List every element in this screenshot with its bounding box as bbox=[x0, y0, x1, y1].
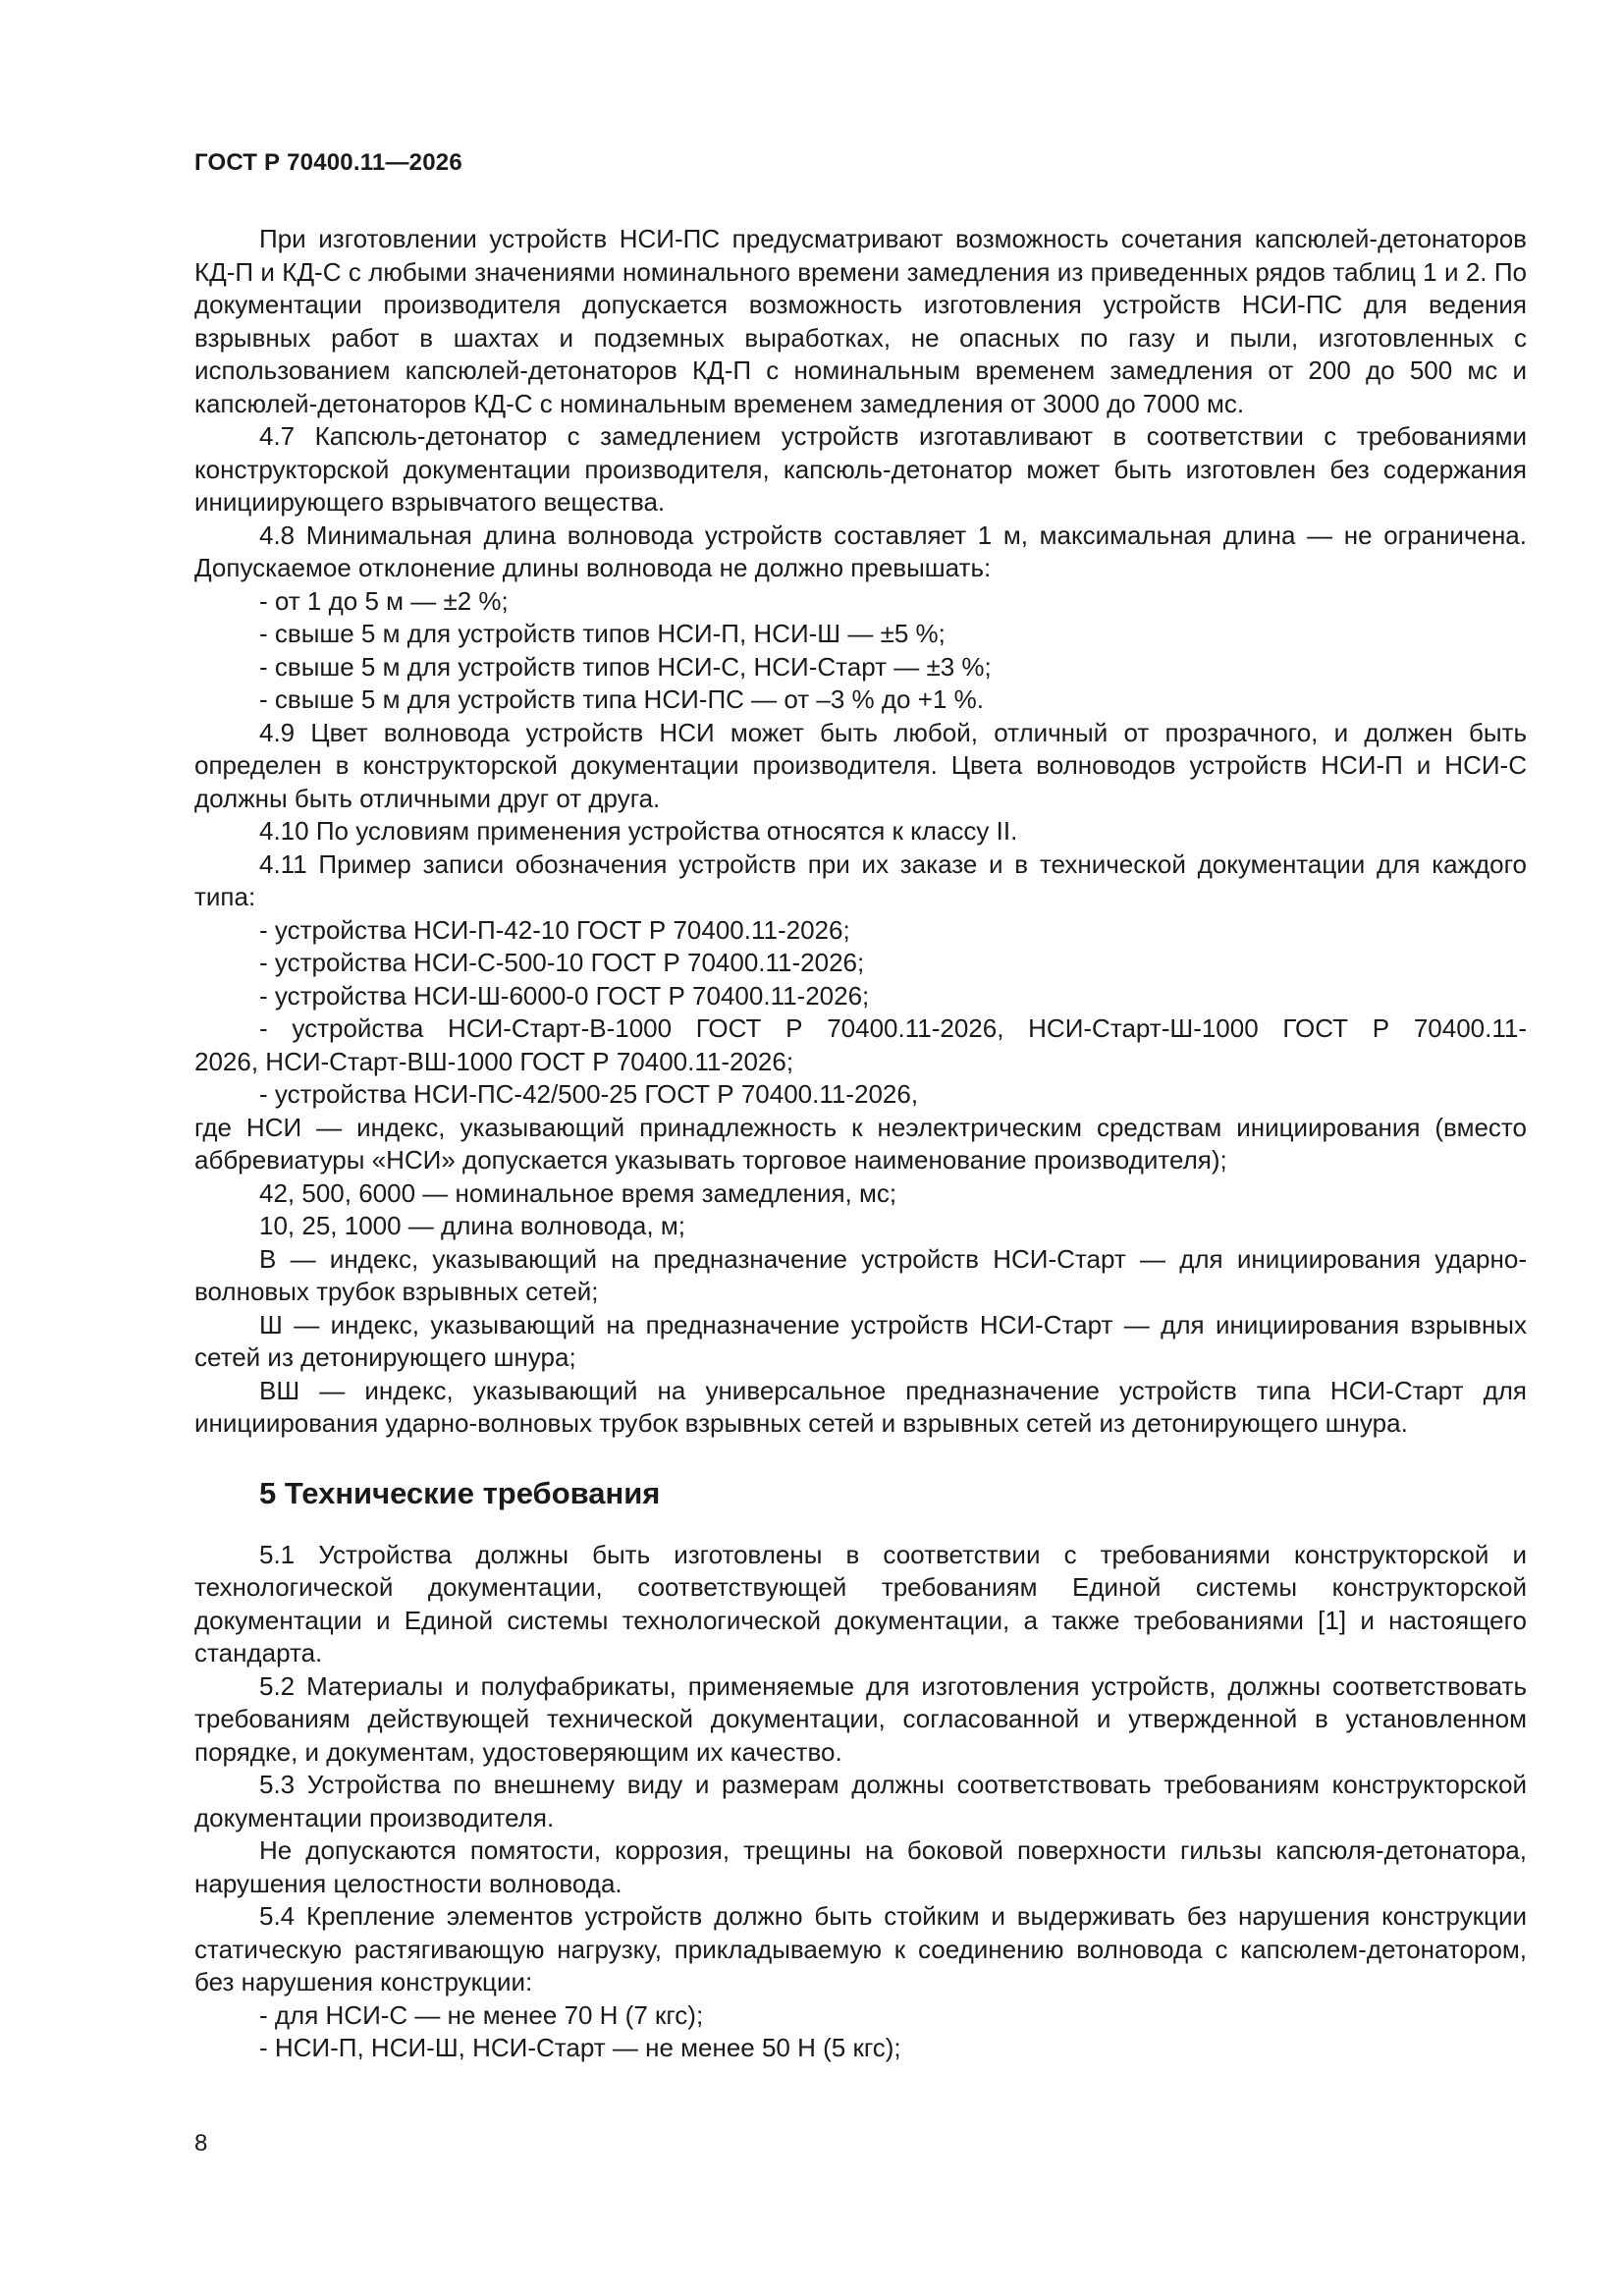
paragraph-4-8: 4.8 Минимальная длина волновода устройств составляет 1 м, максимальная длина — не ограничена. Допускаемое отклонение длины волновода не должно превышать: bbox=[194, 519, 1527, 582]
list-item: - НСИ-П, НСИ-Ш, НСИ-Старт — не менее 50 Н (5 кгс); bbox=[259, 2033, 901, 2062]
list-item: - устройства НСИ-С-500-10 ГОСТ Р 70400.11-2026; bbox=[259, 948, 865, 977]
definition-index-vsh: ВШ — индекс, указывающий на универсальное предназначение устройств типа НСИ-Старт для инициирования ударно-волновых трубок взрывных сетей и взрывных сетей из детонирующего шнура. bbox=[194, 1375, 1527, 1438]
list-item: - устройства НСИ-Ш-6000-0 ГОСТ Р 70400.11-2026; bbox=[259, 980, 870, 1011]
paragraph-5-3-defects: Не допускаются помятости, коррозия, трещины на боковой поверхности гильзы капсюля-детонатора, нарушения целостности волновода. bbox=[194, 1835, 1527, 1898]
page-number: 8 bbox=[194, 2130, 208, 2157]
paragraph-4-7: 4.7 Капсюль-детонатор с замедлением устройств изготавливают в соответствии с требованиями конструкторской документации производителя, капсюль-детонатор может быть изготовлен без содержания инициирующего взрывчатого вещества. bbox=[194, 421, 1527, 517]
document-body bbox=[194, 223, 1527, 2065]
list-item: - для НСИ-С — не менее 70 Н (7 кгс); bbox=[259, 1999, 704, 2030]
definition-index-v: В — индекс, указывающий на предназначение устройств НСИ-Старт — для инициирования ударно-волновых трубок взрывных сетей; bbox=[194, 1243, 1527, 1306]
paragraph-5-1: 5.1 Устройства должны быть изготовлены в соответствии с требованиями конструкторской и технологической документации, соответствующей требованиям Единой системы конструкторской документации и Единой системы технологической документации, а также требованиями [1] и настоящего стандарта. bbox=[194, 1539, 1527, 1667]
where-clause: где НСИ — индекс, указывающий принадлежность к неэлектрическим средствам инициирования (вместо аббревиатуры «НСИ» допускается указывать торговое наименование производителя); bbox=[194, 1112, 1527, 1175]
paragraph-4-10: 4.10 По условиям применения устройства относятся к классу II. bbox=[259, 816, 1018, 846]
document-code-header: ГОСТ Р 70400.11—2026 bbox=[194, 149, 462, 176]
section-5-heading: 5 Технические требования bbox=[259, 1475, 661, 1510]
paragraph-ns-ps: При изготовлении устройств НСИ-ПС предусматривают возможность сочетания капсюлей-детонаторов КД-П и КД-С с любыми значениями номинального времени замедления из приведенных рядов таблиц 1 и 2. По документации производителя допускается возможность изготовления устройств НСИ-ПС для ведения взрывных работ в шахтах и подземных выработках, не опасных по газу и пыли, изготовленных с использованием капсюлей-детонаторов КД-П с номинальным временем замедления от 200 до 500 мс и капсюлей-детонаторов КД-С с номинальным временем замедления от 3000 до 7000 мс. bbox=[194, 224, 1527, 418]
list-item: - устройства НСИ-Старт-В-1000 ГОСТ Р 70400.11-2026, НСИ-Старт-Ш-1000 ГОСТ Р 70400.11- bbox=[259, 1013, 1527, 1043]
paragraph-4-9: 4.9 Цвет волновода устройств НСИ может быть любой, отличный от прозрачного, и должен быть определен в конструкторской документации производителя. Цвета волноводов устройств НСИ-П и НСИ-С должны быть отличными друг от друга. bbox=[194, 717, 1527, 813]
definition-time: 42, 500, 6000 — номинальное время замедления, мс; bbox=[259, 1177, 897, 1208]
list-item: - устройства НСИ-П-42-10 ГОСТ Р 70400.11-2026; bbox=[259, 914, 850, 945]
definition-index-sh: Ш — индекс, указывающий на предназначение устройств НСИ-Старт — для инициирования взрывных сетей из детонирующего шнура; bbox=[194, 1309, 1527, 1372]
paragraph-5-2: 5.2 Материалы и полуфабрикаты, применяемые для изготовления устройств, должны соответствовать требованиям действующей технической документации, согласованной и утвержденной в установленном порядке, и документам, удостоверяющим их качество. bbox=[194, 1670, 1527, 1767]
list-item: - свыше 5 м для устройств типа НСИ-ПС — от –3 % до +1 %. bbox=[259, 684, 984, 714]
list-item-continuation: 2026, НСИ-Старт-ВШ-1000 ГОСТ Р 70400.11-2026; bbox=[194, 1046, 794, 1076]
list-item: - свыше 5 м для устройств типов НСИ-С, НСИ-Старт — ±3 %; bbox=[259, 651, 992, 682]
definition-length: 10, 25, 1000 — длина волновода, м; bbox=[259, 1211, 685, 1240]
list-item: - свыше 5 м для устройств типов НСИ-П, НСИ-Ш — ±5 %; bbox=[259, 619, 946, 648]
paragraph-5-4: 5.4 Крепление элементов устройств должно быть стойким и выдерживать без нарушения конструкции статическую растягивающую нагрузку, прикладываемую к соединению волновода с капсюлем-детонатором, без нарушения конструкции: bbox=[194, 1901, 1527, 1996]
list-item: - устройства НСИ-ПС-42/500-25 ГОСТ Р 70400.11-2026, bbox=[259, 1079, 919, 1109]
paragraph-5-3: 5.3 Устройства по внешнему виду и размерам должны соответствовать требованиям конструкторской документации производителя. bbox=[194, 1770, 1527, 1832]
paragraph-4-11: 4.11 Пример записи обозначения устройств при их заказе и в технической документации для каждого типа: bbox=[194, 848, 1527, 911]
list-item: - от 1 до 5 м — ±2 %; bbox=[259, 585, 509, 616]
